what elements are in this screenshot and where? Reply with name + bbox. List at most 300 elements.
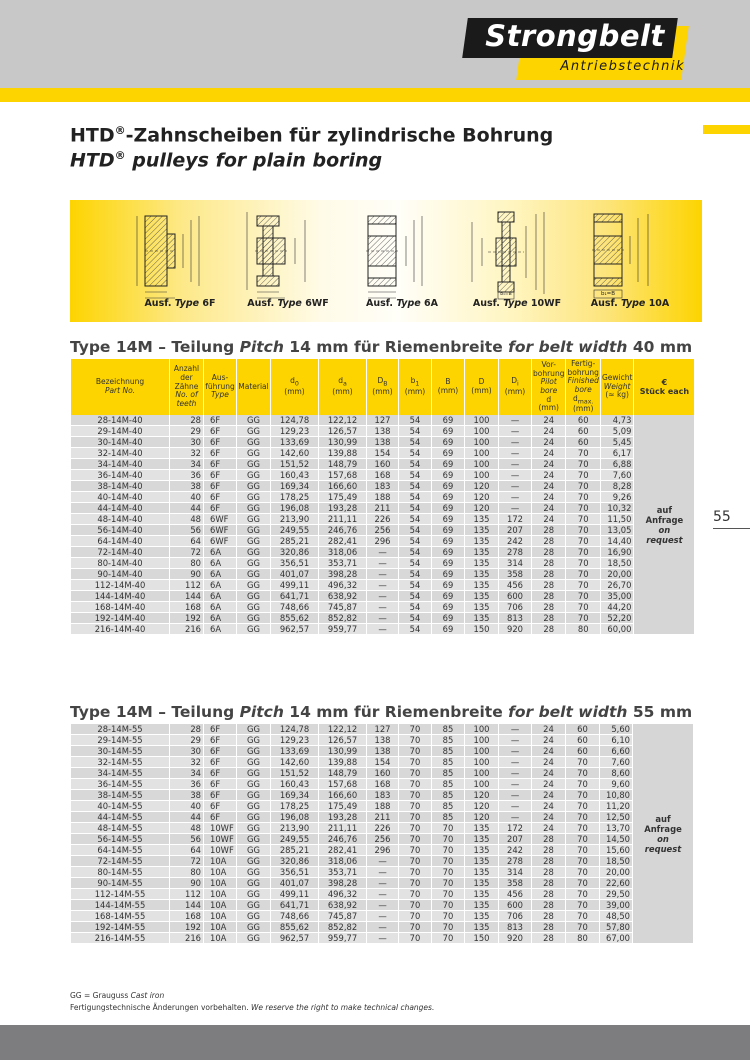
cell-material: GG xyxy=(237,569,271,580)
cell-da: 193,28 xyxy=(319,812,367,823)
table-row xyxy=(71,746,694,757)
cell-b1: 54 xyxy=(399,437,432,448)
diagram-label-6a: Ausf. Type 6A xyxy=(366,298,438,309)
cell-teeth: 38 xyxy=(170,790,204,801)
cell-weight: 8,28 xyxy=(600,481,633,492)
cell-pilot-bore: 24 xyxy=(532,481,566,492)
cell-da: 318,06 xyxy=(319,856,367,867)
cell-D: 150 xyxy=(465,624,499,635)
table-row xyxy=(71,823,694,834)
cell-b1: 54 xyxy=(399,426,432,437)
col-material: Material xyxy=(237,359,271,415)
cell-D: 135 xyxy=(465,602,499,613)
table-row xyxy=(71,834,694,845)
cell-teeth: 72 xyxy=(170,856,204,867)
cell-teeth: 168 xyxy=(170,911,204,922)
cell-db: 138 xyxy=(367,437,399,448)
cell-teeth: 29 xyxy=(170,426,204,437)
cell-da: 353,71 xyxy=(319,558,367,569)
brand-name: Strongbelt xyxy=(485,19,665,53)
cell-pilot-bore: 24 xyxy=(532,724,566,735)
cell-part-no: 48-14M-55 xyxy=(71,823,170,834)
cell-finished-bore: 70 xyxy=(566,448,600,459)
cell-B: 69 xyxy=(432,536,465,547)
cell-db: 296 xyxy=(367,845,399,856)
price-note-en2: request xyxy=(644,843,682,854)
cell-d0: 178,25 xyxy=(271,801,319,812)
cell-Di: — xyxy=(499,757,532,768)
cell-Di: 278 xyxy=(499,547,532,558)
cell-B: 70 xyxy=(432,834,465,845)
cell-type: 6F xyxy=(204,470,237,481)
cell-b1: 70 xyxy=(399,812,432,823)
cell-b1: 70 xyxy=(399,834,432,845)
cell-finished-bore: 60 xyxy=(566,746,600,757)
col-pilot-bore: Vor- bohrung Pilot bore d (mm) xyxy=(532,359,566,415)
cell-da: 175,49 xyxy=(319,801,367,812)
cell-Di: — xyxy=(499,735,532,746)
cell-finished-bore: 70 xyxy=(566,591,600,602)
cell-D: 100 xyxy=(465,724,499,735)
cell-type: 10A xyxy=(204,878,237,889)
cell-D: 135 xyxy=(465,514,499,525)
cell-weight: 10,80 xyxy=(600,790,633,801)
cell-db: 183 xyxy=(367,790,399,801)
header-accent-stripe xyxy=(0,88,750,102)
cell-finished-bore: 70 xyxy=(566,558,600,569)
cell-weight: 7,60 xyxy=(600,757,633,768)
cell-type: 6A xyxy=(204,580,237,591)
cell-b1: 70 xyxy=(399,911,432,922)
cell-db: 296 xyxy=(367,536,399,547)
table-row xyxy=(71,801,694,812)
cell-part-no: 144-14M-40 xyxy=(71,591,170,602)
cell-part-no: 72-14M-40 xyxy=(71,547,170,558)
cell-part-no: 40-14M-40 xyxy=(71,492,170,503)
cell-part-no: 192-14M-55 xyxy=(71,922,170,933)
cell-da: 353,71 xyxy=(319,867,367,878)
cell-material: GG xyxy=(237,900,271,911)
cell-teeth: 40 xyxy=(170,492,204,503)
cell-Di: 920 xyxy=(499,624,532,635)
cell-weight: 11,20 xyxy=(600,801,633,812)
cell-material: GG xyxy=(237,867,271,878)
cell-weight: 67,00 xyxy=(600,933,633,944)
cell-type: 10A xyxy=(204,867,237,878)
cell-B: 69 xyxy=(432,547,465,558)
cell-part-no: 48-14M-40 xyxy=(71,514,170,525)
section-tab-marker xyxy=(703,125,750,134)
cell-pilot-bore: 28 xyxy=(532,591,566,602)
cell-pilot-bore: 28 xyxy=(532,900,566,911)
cell-finished-bore: 70 xyxy=(566,779,600,790)
table-row xyxy=(71,569,695,580)
cell-finished-bore: 70 xyxy=(566,481,600,492)
cell-D: 120 xyxy=(465,790,499,801)
cell-da: 157,68 xyxy=(319,779,367,790)
cell-b1: 54 xyxy=(399,415,432,426)
cell-teeth: 64 xyxy=(170,845,204,856)
cell-Di: 278 xyxy=(499,856,532,867)
cell-d0: 196,08 xyxy=(271,812,319,823)
cell-d0: 962,57 xyxy=(271,624,319,635)
table-row xyxy=(71,790,694,801)
cell-db: 256 xyxy=(367,834,399,845)
cell-type: 6A xyxy=(204,569,237,580)
table-row xyxy=(71,525,695,536)
cell-B: 69 xyxy=(432,558,465,569)
cell-db: — xyxy=(367,580,399,591)
cell-B: 85 xyxy=(432,724,465,735)
cell-D: 100 xyxy=(465,735,499,746)
cell-Di: 456 xyxy=(499,580,532,591)
cell-da: 126,57 xyxy=(319,735,367,746)
cell-teeth: 216 xyxy=(170,933,204,944)
table-row xyxy=(71,779,694,790)
cell-pilot-bore: 28 xyxy=(532,845,566,856)
cell-da: 852,82 xyxy=(319,613,367,624)
cell-finished-bore: 70 xyxy=(566,845,600,856)
table-row xyxy=(71,437,695,448)
cell-d0: 249,55 xyxy=(271,834,319,845)
cell-Di: 207 xyxy=(499,525,532,536)
cell-weight: 26,70 xyxy=(600,580,633,591)
page-number-rule xyxy=(713,528,750,529)
cell-pilot-bore: 24 xyxy=(532,757,566,768)
cell-teeth: 144 xyxy=(170,900,204,911)
cell-d0: 356,51 xyxy=(271,558,319,569)
cell-material: GG xyxy=(237,801,271,812)
cell-finished-bore: 70 xyxy=(566,503,600,514)
cell-pilot-bore: 24 xyxy=(532,437,566,448)
cell-teeth: 90 xyxy=(170,569,204,580)
cell-part-no: 34-14M-40 xyxy=(71,459,170,470)
cell-D: 135 xyxy=(465,878,499,889)
cell-teeth: 36 xyxy=(170,779,204,790)
cell-b1: 54 xyxy=(399,503,432,514)
cell-b1: 54 xyxy=(399,492,432,503)
cell-B: 69 xyxy=(432,624,465,635)
cell-Di: — xyxy=(499,415,532,426)
cell-Di: — xyxy=(499,724,532,735)
cell-type: 6F xyxy=(204,779,237,790)
section-title-55mm: Type 14M – Teilung Pitch 14 mm für Riemenbreite for belt width 55 mm xyxy=(70,703,693,721)
cell-pilot-bore: 28 xyxy=(532,547,566,558)
cell-db: — xyxy=(367,558,399,569)
cell-teeth: 29 xyxy=(170,735,204,746)
cell-B: 85 xyxy=(432,790,465,801)
cell-material: GG xyxy=(237,492,271,503)
cell-material: GG xyxy=(237,437,271,448)
cell-B: 70 xyxy=(432,900,465,911)
cell-B: 70 xyxy=(432,845,465,856)
cell-weight: 6,17 xyxy=(600,448,633,459)
cell-b1: 54 xyxy=(399,459,432,470)
page-title-de: HTD®-Zahnscheiben für zylindrische Bohrung xyxy=(70,124,554,147)
cell-da: 148,79 xyxy=(319,459,367,470)
cell-B: 69 xyxy=(432,459,465,470)
cell-part-no: 56-14M-40 xyxy=(71,525,170,536)
cell-weight: 12,50 xyxy=(600,812,633,823)
cell-b1: 70 xyxy=(399,779,432,790)
cell-finished-bore: 70 xyxy=(566,514,600,525)
cell-pilot-bore: 24 xyxy=(532,459,566,470)
cell-material: GG xyxy=(237,459,271,470)
table-row xyxy=(71,735,694,746)
cell-finished-bore: 60 xyxy=(566,426,600,437)
cell-d0: 160,43 xyxy=(271,779,319,790)
cell-db: — xyxy=(367,900,399,911)
cell-B: 85 xyxy=(432,746,465,757)
cell-finished-bore: 70 xyxy=(566,856,600,867)
cell-type: 10A xyxy=(204,933,237,944)
cell-db: 138 xyxy=(367,735,399,746)
cell-type: 6F xyxy=(204,492,237,503)
cell-b1: 54 xyxy=(399,536,432,547)
cell-b1: 70 xyxy=(399,790,432,801)
cell-b1: 54 xyxy=(399,624,432,635)
pulley-10wf-drawing xyxy=(458,208,568,300)
cell-material: GG xyxy=(237,823,271,834)
cell-weight: 8,60 xyxy=(600,768,633,779)
cell-db: — xyxy=(367,911,399,922)
spec-table-55mm xyxy=(70,724,694,944)
cell-db: — xyxy=(367,878,399,889)
table-row xyxy=(71,613,695,624)
cell-B: 69 xyxy=(432,525,465,536)
cell-teeth: 112 xyxy=(170,889,204,900)
cell-type: 6F xyxy=(204,735,237,746)
cell-pilot-bore: 28 xyxy=(532,933,566,944)
cell-D: 100 xyxy=(465,779,499,790)
cell-material: GG xyxy=(237,547,271,558)
cell-da: 496,32 xyxy=(319,889,367,900)
cell-pilot-bore: 28 xyxy=(532,889,566,900)
cell-part-no: 90-14M-40 xyxy=(71,569,170,580)
cell-finished-bore: 70 xyxy=(566,492,600,503)
cell-D: 100 xyxy=(465,415,499,426)
cell-teeth: 32 xyxy=(170,448,204,459)
cell-pilot-bore: 24 xyxy=(532,448,566,459)
cell-Di: 172 xyxy=(499,823,532,834)
cell-teeth: 168 xyxy=(170,602,204,613)
cell-Di: 600 xyxy=(499,900,532,911)
cell-B: 69 xyxy=(432,613,465,624)
col-type: Aus- führung Type xyxy=(204,359,237,415)
cell-D: 135 xyxy=(465,922,499,933)
cell-d0: 196,08 xyxy=(271,503,319,514)
cell-b1: 70 xyxy=(399,856,432,867)
brand-logo xyxy=(465,18,685,80)
cell-d0: 129,23 xyxy=(271,735,319,746)
cell-db: 138 xyxy=(367,746,399,757)
table-row xyxy=(71,889,694,900)
cell-db: — xyxy=(367,547,399,558)
table-row xyxy=(71,724,694,735)
cell-d0: 169,34 xyxy=(271,790,319,801)
cell-teeth: 34 xyxy=(170,459,204,470)
cell-d0: 499,11 xyxy=(271,580,319,591)
cell-type: 6WF xyxy=(204,525,237,536)
cell-pilot-bore: 28 xyxy=(532,624,566,635)
cell-pilot-bore: 24 xyxy=(532,503,566,514)
cell-material: GG xyxy=(237,591,271,602)
cell-type: 6A xyxy=(204,613,237,624)
cell-finished-bore: 70 xyxy=(566,922,600,933)
cell-d0: 855,62 xyxy=(271,922,319,933)
cell-Di: — xyxy=(499,426,532,437)
cell-b1: 70 xyxy=(399,889,432,900)
cell-part-no: 44-14M-55 xyxy=(71,812,170,823)
cell-material: GG xyxy=(237,514,271,525)
cell-pilot-bore: 24 xyxy=(532,801,566,812)
cell-pilot-bore: 28 xyxy=(532,580,566,591)
cell-type: 6A xyxy=(204,591,237,602)
cell-part-no: 56-14M-55 xyxy=(71,834,170,845)
cell-b1: 70 xyxy=(399,823,432,834)
cell-type: 6F xyxy=(204,481,237,492)
cell-type: 6F xyxy=(204,415,237,426)
cell-material: GG xyxy=(237,525,271,536)
spec-table-40mm xyxy=(70,359,695,635)
cell-Di: 172 xyxy=(499,514,532,525)
cell-B: 69 xyxy=(432,514,465,525)
cell-weight: 16,90 xyxy=(600,547,633,558)
cell-Di: — xyxy=(499,459,532,470)
cell-material: GG xyxy=(237,922,271,933)
cell-material: GG xyxy=(237,856,271,867)
cell-da: 318,06 xyxy=(319,547,367,558)
cell-D: 135 xyxy=(465,536,499,547)
cell-teeth: 36 xyxy=(170,470,204,481)
cell-weight: 4,73 xyxy=(600,415,633,426)
cell-B: 70 xyxy=(432,922,465,933)
cell-da: 122,12 xyxy=(319,415,367,426)
cell-type: 6F xyxy=(204,790,237,801)
cell-B: 69 xyxy=(432,580,465,591)
cell-D: 135 xyxy=(465,867,499,878)
cell-Di: — xyxy=(499,746,532,757)
cell-finished-bore: 70 xyxy=(566,900,600,911)
table-row xyxy=(71,492,695,503)
cell-b1: 54 xyxy=(399,591,432,602)
cell-D: 100 xyxy=(465,746,499,757)
cell-material: GG xyxy=(237,503,271,514)
cell-part-no: 38-14M-40 xyxy=(71,481,170,492)
cell-B: 85 xyxy=(432,757,465,768)
cell-teeth: 44 xyxy=(170,812,204,823)
cell-Di: 314 xyxy=(499,867,532,878)
cell-da: 157,68 xyxy=(319,470,367,481)
cell-weight: 13,70 xyxy=(600,823,633,834)
cell-d0: 320,86 xyxy=(271,547,319,558)
cell-finished-bore: 70 xyxy=(566,790,600,801)
cell-part-no: 36-14M-55 xyxy=(71,779,170,790)
cell-pilot-bore: 28 xyxy=(532,922,566,933)
cell-d0: 356,51 xyxy=(271,867,319,878)
cell-D: 135 xyxy=(465,558,499,569)
cell-weight: 10,32 xyxy=(600,503,633,514)
cell-part-no: 32-14M-40 xyxy=(71,448,170,459)
cell-db: — xyxy=(367,613,399,624)
cell-pilot-bore: 24 xyxy=(532,470,566,481)
cell-material: GG xyxy=(237,779,271,790)
cell-part-no: 36-14M-40 xyxy=(71,470,170,481)
cell-teeth: 28 xyxy=(170,415,204,426)
cell-D: 100 xyxy=(465,426,499,437)
cell-part-no: 112-14M-55 xyxy=(71,889,170,900)
cell-finished-bore: 70 xyxy=(566,547,600,558)
cell-type: 6WF xyxy=(204,514,237,525)
cell-weight: 9,60 xyxy=(600,779,633,790)
cell-finished-bore: 70 xyxy=(566,602,600,613)
dim-label-b1-equals-b: b₁=B xyxy=(500,292,512,297)
cell-D: 135 xyxy=(465,547,499,558)
cell-teeth: 72 xyxy=(170,547,204,558)
table-row xyxy=(71,514,695,525)
cell-Di: — xyxy=(499,801,532,812)
cell-material: GG xyxy=(237,481,271,492)
cell-type: 6F xyxy=(204,724,237,735)
table-row xyxy=(71,602,695,613)
cell-material: GG xyxy=(237,757,271,768)
table-row xyxy=(71,591,695,602)
cell-material: GG xyxy=(237,624,271,635)
cell-D: 135 xyxy=(465,580,499,591)
cell-pilot-bore: 24 xyxy=(532,746,566,757)
col-price: € Stück each xyxy=(634,359,695,415)
cell-type: 6F xyxy=(204,503,237,514)
table-row xyxy=(71,845,694,856)
cell-pilot-bore: 24 xyxy=(532,779,566,790)
cell-Di: — xyxy=(499,481,532,492)
cell-B: 70 xyxy=(432,856,465,867)
cell-b1: 70 xyxy=(399,735,432,746)
cell-teeth: 48 xyxy=(170,514,204,525)
cell-pilot-bore: 28 xyxy=(532,558,566,569)
cell-part-no: 72-14M-55 xyxy=(71,856,170,867)
col-b1: $b_1$ (mm) xyxy=(399,359,432,415)
cell-pilot-bore: 28 xyxy=(532,867,566,878)
section-title-40mm: Type 14M – Teilung Pitch 14 mm für Riemenbreite for belt width 40 mm xyxy=(70,338,693,356)
cell-weight: 14,50 xyxy=(600,834,633,845)
cell-da: 496,32 xyxy=(319,580,367,591)
cell-db: 160 xyxy=(367,768,399,779)
cell-part-no: 34-14M-55 xyxy=(71,768,170,779)
cell-Di: — xyxy=(499,779,532,790)
cell-finished-bore: 70 xyxy=(566,459,600,470)
cell-d0: 962,57 xyxy=(271,933,319,944)
cell-pilot-bore: 28 xyxy=(532,602,566,613)
cell-Di: 314 xyxy=(499,558,532,569)
cell-d0: 124,78 xyxy=(271,415,319,426)
col-B: B (mm) xyxy=(432,359,465,415)
cell-da: 745,87 xyxy=(319,911,367,922)
cell-da: 398,28 xyxy=(319,569,367,580)
cell-teeth: 44 xyxy=(170,503,204,514)
table-row xyxy=(71,812,694,823)
cell-finished-bore: 70 xyxy=(566,757,600,768)
cell-b1: 54 xyxy=(399,525,432,536)
cell-db: 154 xyxy=(367,757,399,768)
col-Di: $D_i$ (mm) xyxy=(499,359,532,415)
cell-Di: 813 xyxy=(499,922,532,933)
cell-d0: 285,21 xyxy=(271,845,319,856)
cell-db: — xyxy=(367,569,399,580)
cell-teeth: 216 xyxy=(170,624,204,635)
cell-pilot-bore: 24 xyxy=(532,823,566,834)
cell-finished-bore: 70 xyxy=(566,911,600,922)
